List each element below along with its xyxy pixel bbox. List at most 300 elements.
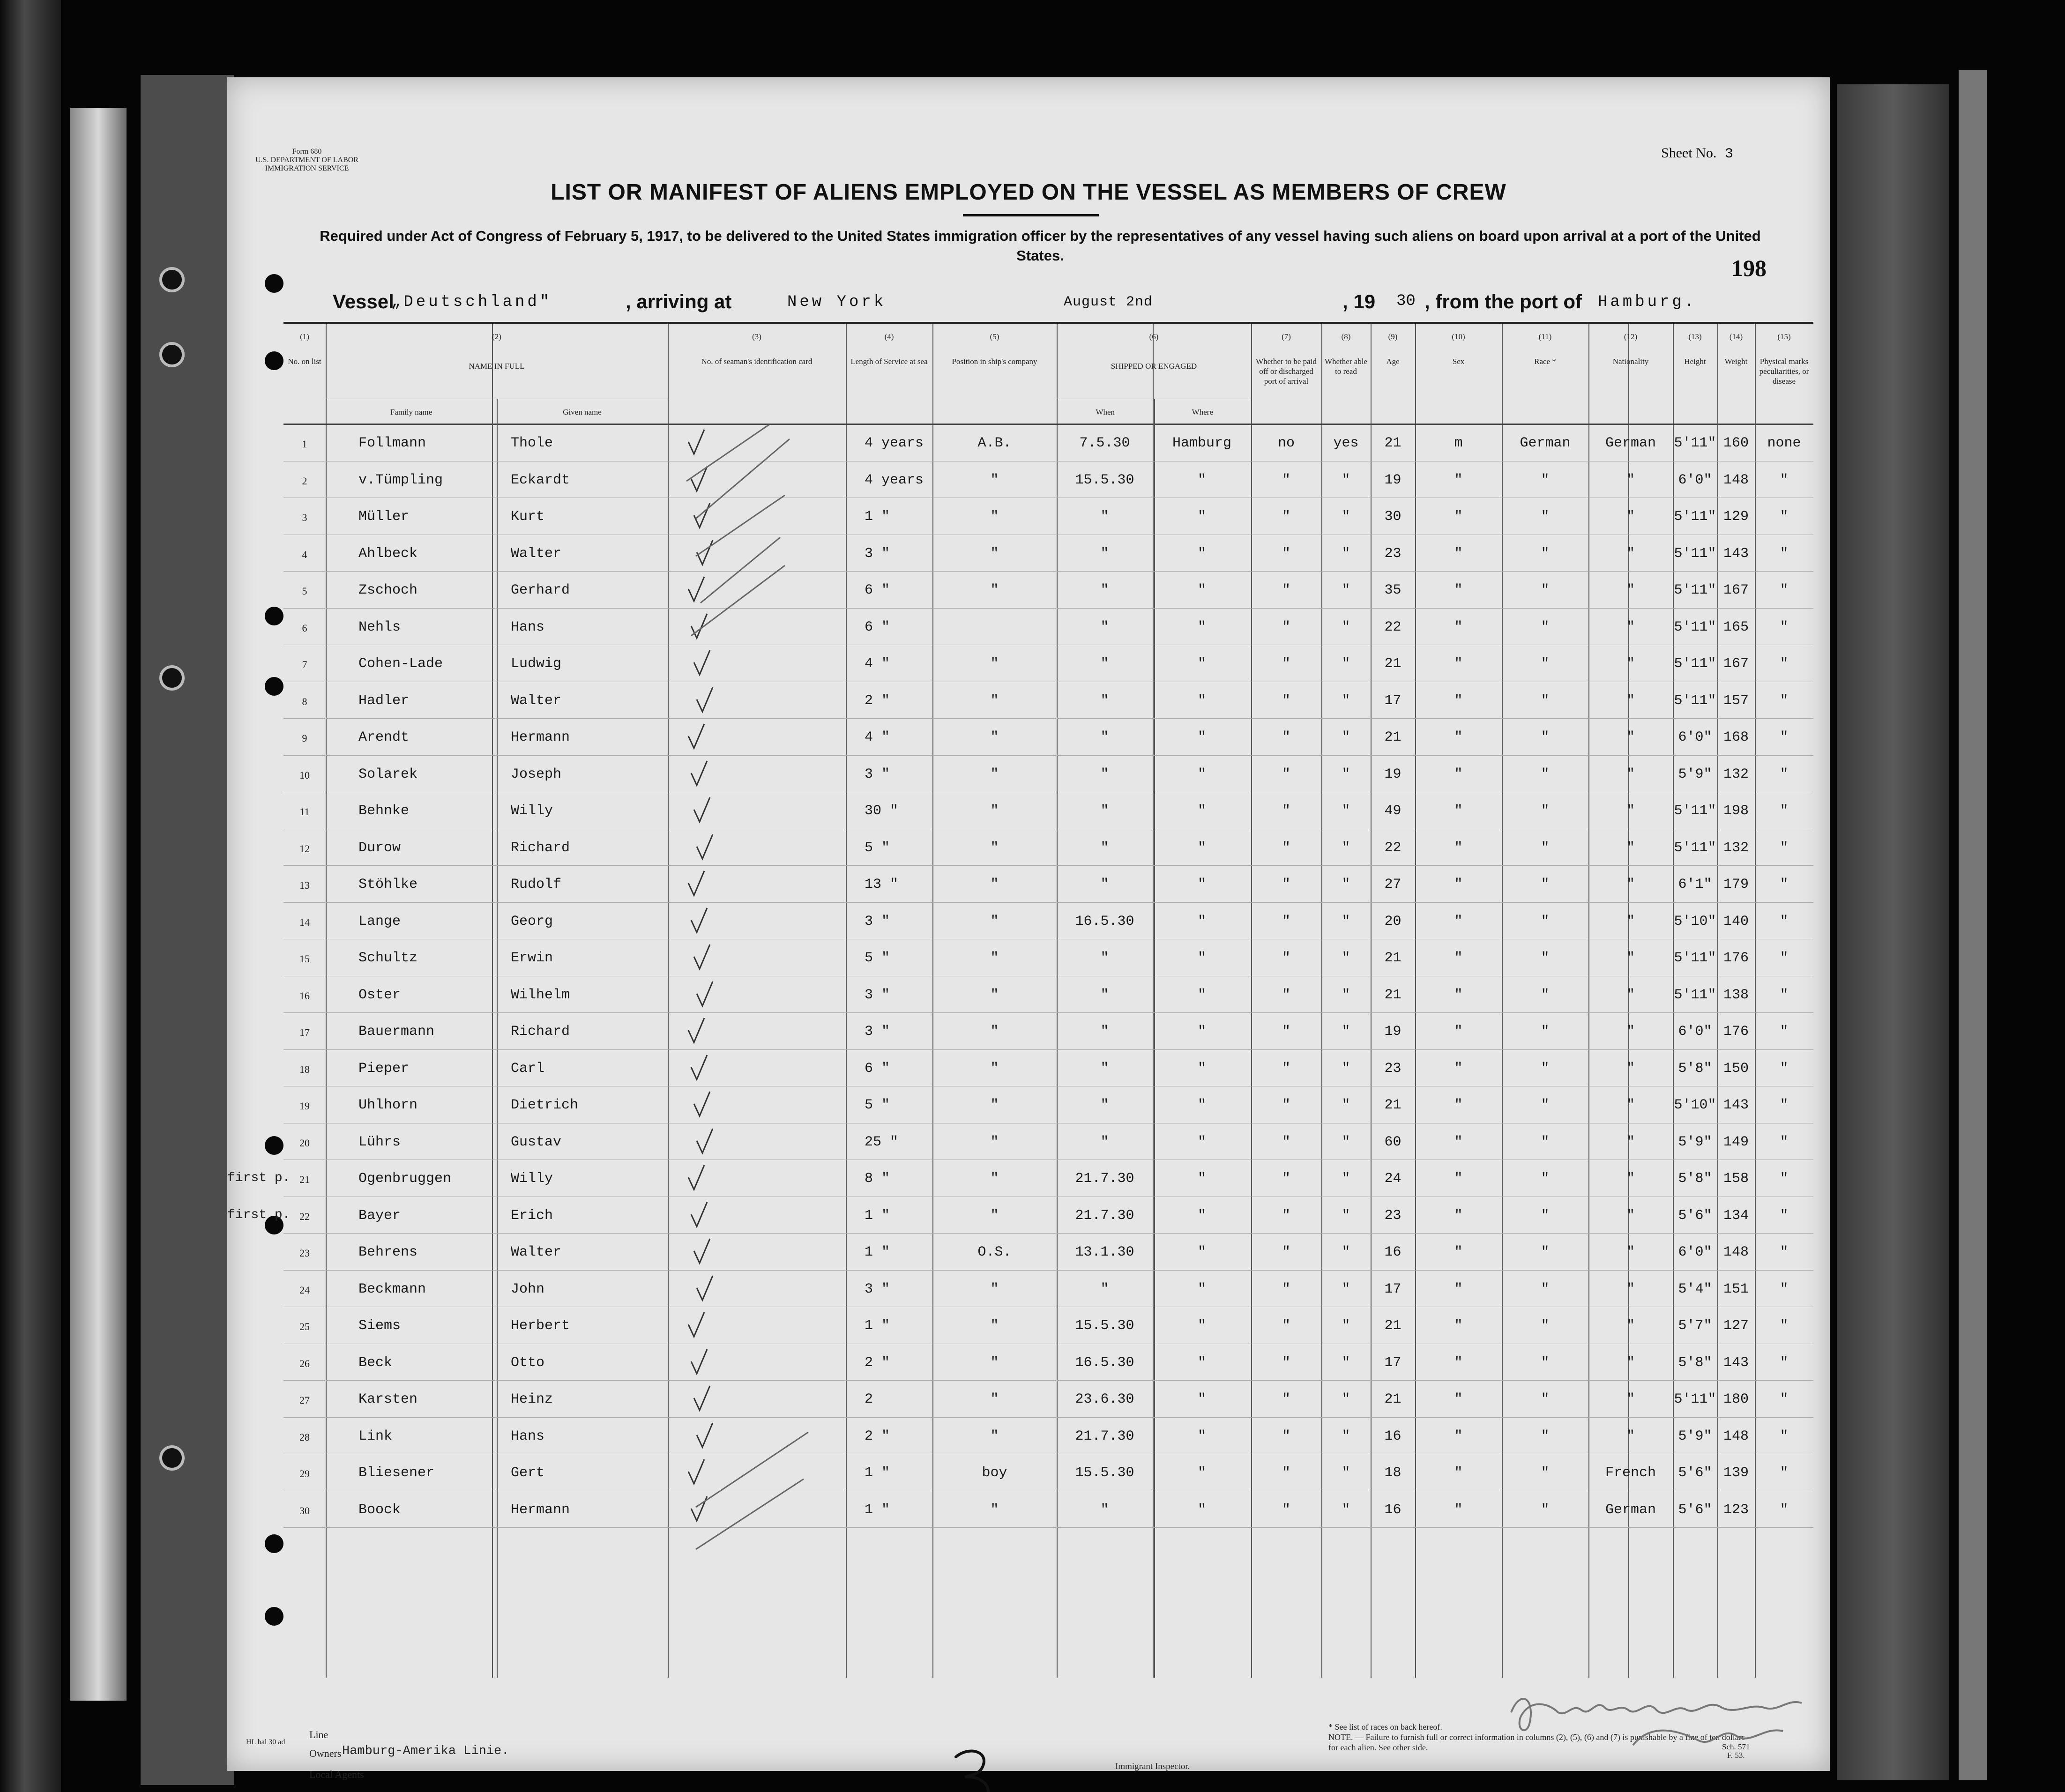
cell-where: " bbox=[1197, 1024, 1206, 1040]
column-header: Whether able to read bbox=[1324, 357, 1368, 376]
column-subheader: When bbox=[1096, 408, 1115, 416]
cell-read: " bbox=[1342, 729, 1350, 745]
cell-sex: " bbox=[1454, 1024, 1463, 1040]
cell-given: Ludwig bbox=[511, 656, 562, 672]
table-row bbox=[283, 646, 1813, 682]
cell-marks: " bbox=[1780, 1465, 1789, 1481]
cell-where: " bbox=[1197, 803, 1206, 819]
cell-sex: " bbox=[1454, 1281, 1463, 1297]
cell-weight: 176 bbox=[1723, 1024, 1749, 1040]
cell-paid: " bbox=[1282, 803, 1290, 819]
cell-given: Joseph bbox=[511, 766, 562, 782]
table-row bbox=[283, 1308, 1813, 1344]
cell-read: " bbox=[1342, 1318, 1350, 1334]
cell-nationality: " bbox=[1626, 1281, 1635, 1297]
cell-paid: no bbox=[1277, 435, 1295, 451]
cell-paid: " bbox=[1282, 1097, 1290, 1113]
cell-sex: " bbox=[1454, 1171, 1463, 1187]
cell-no: 19 bbox=[299, 1100, 310, 1112]
table-row bbox=[283, 462, 1813, 498]
cell-race: " bbox=[1541, 1171, 1550, 1187]
cell-paid: " bbox=[1282, 509, 1290, 525]
cell-position: " bbox=[990, 1391, 999, 1407]
table-row bbox=[283, 1013, 1813, 1050]
cell-family: Beck bbox=[358, 1354, 393, 1371]
cell-no: 4 bbox=[302, 548, 307, 560]
page-number: 198 bbox=[1731, 255, 1767, 281]
cell-nationality: " bbox=[1626, 1097, 1635, 1113]
cell-where: " bbox=[1197, 1097, 1206, 1113]
table-row bbox=[283, 940, 1813, 976]
cell-read: " bbox=[1342, 1097, 1350, 1113]
cell-when: " bbox=[1100, 545, 1109, 562]
table-row bbox=[283, 830, 1813, 866]
cell-age: 21 bbox=[1384, 1318, 1402, 1334]
cell-no: 1 bbox=[302, 438, 307, 450]
cell-read: " bbox=[1342, 766, 1350, 782]
footnote-races: * See list of races on back hereof. bbox=[1328, 1722, 1442, 1732]
cell-race: " bbox=[1541, 1502, 1550, 1518]
vessel-label: Vessel bbox=[333, 290, 394, 312]
row-rule bbox=[283, 1233, 1813, 1234]
cell-when: " bbox=[1100, 1281, 1109, 1297]
cell-age: 21 bbox=[1384, 729, 1402, 745]
cell-weight: 140 bbox=[1723, 913, 1749, 929]
cell-age: 23 bbox=[1384, 545, 1402, 562]
cell-marks: " bbox=[1780, 766, 1789, 782]
inspector-signature bbox=[1502, 1670, 1839, 1764]
cell-race: " bbox=[1541, 1318, 1550, 1334]
punch-hole bbox=[265, 1607, 283, 1626]
cell-when: 13.1.30 bbox=[1075, 1244, 1134, 1260]
cell-given: Willy bbox=[511, 803, 553, 819]
cell-nationality: " bbox=[1626, 803, 1635, 819]
cell-no: 18 bbox=[299, 1063, 310, 1075]
cell-race: " bbox=[1541, 1391, 1550, 1407]
cell-when: " bbox=[1100, 766, 1109, 782]
cell-height: 5'11" bbox=[1674, 987, 1716, 1003]
table-row bbox=[283, 793, 1813, 829]
cell-given: Gustav bbox=[511, 1134, 562, 1150]
cell-no: 10 bbox=[299, 769, 310, 781]
cell-race: " bbox=[1541, 1134, 1550, 1150]
cell-weight: 168 bbox=[1723, 729, 1749, 745]
cell-service: 3 " bbox=[865, 1024, 890, 1040]
cell-weight: 165 bbox=[1723, 619, 1749, 635]
cell-sex: " bbox=[1454, 1502, 1463, 1518]
arriving-port: New York bbox=[787, 293, 887, 311]
cell-family: v.Tümpling bbox=[358, 472, 443, 488]
cell-sex: " bbox=[1454, 913, 1463, 929]
cell-nationality: " bbox=[1626, 913, 1635, 929]
cell-given: Willy bbox=[511, 1171, 553, 1187]
cell-given: Dietrich bbox=[511, 1097, 579, 1113]
cell-service: 6 " bbox=[865, 619, 890, 635]
cell-nationality: " bbox=[1626, 1428, 1635, 1444]
cell-given: Richard bbox=[511, 1024, 570, 1040]
cell-height: 6'0" bbox=[1678, 1244, 1712, 1260]
cell-marks: " bbox=[1780, 1060, 1789, 1077]
cell-no: 23 bbox=[299, 1247, 310, 1259]
table-row bbox=[283, 1087, 1813, 1123]
cell-read: " bbox=[1342, 877, 1350, 892]
row-rule bbox=[283, 1049, 1813, 1050]
cell-nationality: " bbox=[1626, 656, 1635, 672]
cell-read: " bbox=[1342, 656, 1350, 672]
cell-age: 23 bbox=[1384, 1207, 1402, 1224]
cell-weight: 167 bbox=[1723, 656, 1749, 672]
cell-paid: " bbox=[1282, 1024, 1290, 1040]
cell-family: Pieper bbox=[358, 1060, 410, 1077]
cell-paid: " bbox=[1282, 1134, 1290, 1150]
cell-where: " bbox=[1197, 1244, 1206, 1260]
cell-paid: " bbox=[1282, 692, 1290, 709]
cell-position: " bbox=[990, 1281, 999, 1297]
cell-sex: " bbox=[1454, 1391, 1463, 1407]
cell-paid: " bbox=[1282, 1281, 1290, 1297]
cell-no: 7 bbox=[302, 659, 307, 670]
cell-age: 30 bbox=[1384, 509, 1402, 525]
cell-position: " bbox=[990, 472, 999, 488]
cell-when: 21.7.30 bbox=[1075, 1171, 1134, 1187]
schedule-sub: F. 53. bbox=[1727, 1751, 1745, 1760]
cell-marks: " bbox=[1780, 1281, 1789, 1297]
cell-position: " bbox=[990, 987, 999, 1003]
cell-race: " bbox=[1541, 545, 1550, 562]
row-rule bbox=[283, 1270, 1813, 1271]
cell-sex: " bbox=[1454, 1060, 1463, 1077]
cell-read: " bbox=[1342, 692, 1350, 709]
punch-hole bbox=[265, 274, 283, 293]
cell-race: " bbox=[1541, 1097, 1550, 1113]
cell-height: 5'6" bbox=[1678, 1502, 1712, 1518]
table-row bbox=[283, 1271, 1813, 1308]
cell-sex: " bbox=[1454, 950, 1463, 966]
cell-family: Behnke bbox=[358, 803, 410, 819]
cell-service: 4 years bbox=[865, 435, 924, 451]
table-row bbox=[283, 1492, 1813, 1528]
cell-family: Bayer bbox=[358, 1207, 401, 1224]
column-header: SHIPPED OR ENGAGED bbox=[1111, 362, 1197, 371]
cell-nationality: " bbox=[1626, 582, 1635, 598]
cell-when: 23.6.30 bbox=[1075, 1391, 1134, 1407]
cell-height: 5'11" bbox=[1674, 840, 1716, 856]
cell-position: " bbox=[990, 729, 999, 745]
manifest-sheet bbox=[227, 77, 1830, 1780]
cell-when: " bbox=[1100, 692, 1109, 709]
cell-when: 16.5.30 bbox=[1075, 913, 1134, 929]
cell-when: " bbox=[1100, 877, 1109, 892]
cell-race: " bbox=[1541, 1465, 1550, 1481]
cell-paid: " bbox=[1282, 1207, 1290, 1224]
table-row bbox=[227, 1197, 1813, 1234]
cell-position: boy bbox=[982, 1465, 1007, 1481]
cell-age: 19 bbox=[1384, 1024, 1402, 1040]
cell-race: " bbox=[1541, 582, 1550, 598]
cell-position: " bbox=[990, 913, 999, 929]
cell-service: 6 " bbox=[865, 582, 890, 598]
cell-marks: " bbox=[1780, 1244, 1789, 1260]
cell-no: 11 bbox=[299, 806, 310, 818]
cell-weight: 123 bbox=[1723, 1502, 1749, 1518]
cell-read: " bbox=[1342, 509, 1350, 525]
cell-family: Schultz bbox=[358, 950, 418, 966]
table-row bbox=[283, 1418, 1813, 1455]
cell-sex: " bbox=[1454, 1207, 1463, 1224]
cell-no: 28 bbox=[299, 1431, 310, 1443]
cell-service: 2 bbox=[865, 1391, 873, 1407]
cell-no: 16 bbox=[299, 989, 310, 1002]
cell-weight: 158 bbox=[1723, 1171, 1749, 1187]
cell-weight: 148 bbox=[1723, 472, 1749, 488]
cell-given: Carl bbox=[511, 1060, 545, 1077]
cell-height: 5'11" bbox=[1674, 582, 1716, 598]
cell-height: 5'10" bbox=[1674, 913, 1716, 929]
cell-read: " bbox=[1342, 545, 1350, 562]
row-rule bbox=[283, 718, 1813, 719]
cell-no: 26 bbox=[299, 1357, 310, 1369]
cell-where: " bbox=[1197, 656, 1206, 672]
cell-no: 14 bbox=[299, 916, 310, 928]
cell-given: Eckardt bbox=[511, 472, 570, 488]
cell-nationality: " bbox=[1626, 1134, 1635, 1150]
row-rule bbox=[283, 1417, 1813, 1418]
cell-family: Oster bbox=[358, 987, 401, 1003]
binder-hole bbox=[159, 267, 185, 292]
cell-where: " bbox=[1197, 1318, 1206, 1334]
column-header: Nationality bbox=[1612, 357, 1649, 366]
cell-when: " bbox=[1100, 1134, 1109, 1150]
cell-family: Follmann bbox=[358, 435, 426, 451]
cell-service: 1 " bbox=[865, 1318, 890, 1334]
cell-weight: 150 bbox=[1723, 1060, 1749, 1077]
table-row bbox=[283, 1234, 1813, 1271]
cell-height: 5'11" bbox=[1674, 1391, 1716, 1407]
cell-marks: " bbox=[1780, 1318, 1789, 1334]
cell-no: 24 bbox=[299, 1284, 310, 1296]
cell-read: " bbox=[1342, 1281, 1350, 1297]
row-rule bbox=[283, 1012, 1813, 1013]
cell-marks: " bbox=[1780, 987, 1789, 1003]
cell-paid: " bbox=[1282, 619, 1290, 635]
cell-read: " bbox=[1342, 619, 1350, 635]
cell-paid: " bbox=[1282, 545, 1290, 562]
cell-given: Hans bbox=[511, 619, 545, 635]
column-subheader: Given name bbox=[563, 408, 602, 416]
cell-paid: " bbox=[1282, 1171, 1290, 1187]
cell-weight: 132 bbox=[1723, 840, 1749, 856]
cell-read: " bbox=[1342, 1207, 1350, 1224]
cell-where: " bbox=[1197, 1428, 1206, 1444]
cell-position: " bbox=[990, 1207, 999, 1224]
cell-nationality: French bbox=[1605, 1465, 1656, 1481]
cell-no: 13 bbox=[299, 879, 310, 891]
cell-no: 12 bbox=[299, 842, 310, 855]
cell-nationality: " bbox=[1626, 877, 1635, 892]
cell-marks: none bbox=[1767, 435, 1801, 451]
cell-service: 1 " bbox=[865, 1244, 890, 1260]
cell-sex: " bbox=[1454, 1134, 1463, 1150]
cell-no: 29 bbox=[299, 1468, 310, 1480]
cell-height: 5'8" bbox=[1678, 1171, 1712, 1187]
cell-where: " bbox=[1197, 1207, 1206, 1224]
cell-position: " bbox=[990, 656, 999, 672]
cell-paid: " bbox=[1282, 1502, 1290, 1518]
cell-race: " bbox=[1541, 913, 1550, 929]
cell-service: 1 " bbox=[865, 509, 890, 525]
cell-nationality: " bbox=[1626, 1207, 1635, 1224]
cell-sex: " bbox=[1454, 840, 1463, 856]
cell-family: Arendt bbox=[358, 729, 410, 745]
cell-sex: " bbox=[1454, 1244, 1463, 1260]
cell-weight: 139 bbox=[1723, 1465, 1749, 1481]
cell-read: " bbox=[1342, 582, 1350, 598]
service-name: IMMIGRATION SERVICE bbox=[265, 164, 349, 172]
column-number: (2) bbox=[492, 332, 501, 341]
cell-no: 9 bbox=[302, 732, 307, 744]
schedule-number: Sch. 571 bbox=[1722, 1742, 1750, 1751]
cell-when: " bbox=[1100, 803, 1109, 819]
cell-height: 5'6" bbox=[1678, 1465, 1712, 1481]
cell-nationality: " bbox=[1626, 766, 1635, 782]
cell-when: " bbox=[1100, 729, 1109, 745]
cell-family: Hadler bbox=[358, 692, 410, 709]
cell-where: Hamburg bbox=[1172, 435, 1232, 451]
column-number: (3) bbox=[752, 332, 761, 341]
cell-when: " bbox=[1100, 1502, 1109, 1518]
cell-race: " bbox=[1541, 1354, 1550, 1371]
cell-paid: " bbox=[1282, 1244, 1290, 1260]
cell-nationality: German bbox=[1605, 435, 1656, 451]
cell-marks: " bbox=[1780, 1024, 1789, 1040]
cell-race: " bbox=[1541, 1024, 1550, 1040]
cell-marks: " bbox=[1780, 1391, 1789, 1407]
cell-when: 16.5.30 bbox=[1075, 1354, 1134, 1371]
cell-where: " bbox=[1197, 1502, 1206, 1518]
cell-family: Zschoch bbox=[358, 582, 418, 598]
cell-read: " bbox=[1342, 840, 1350, 856]
cell-where: " bbox=[1197, 1171, 1206, 1187]
cell-position: " bbox=[990, 766, 999, 782]
cell-given: Gerhard bbox=[511, 582, 570, 598]
footnote-fine: NOTE. — Failure to furnish full or correct information in columns (2), (5), (6) and (7) is punishable by a fine of ten dollars for each alien. See other side. bbox=[1328, 1733, 1745, 1752]
cell-weight: 157 bbox=[1723, 692, 1749, 709]
year-suffix: 30 bbox=[1396, 292, 1416, 310]
cell-height: 5'4" bbox=[1678, 1281, 1712, 1297]
row-rule bbox=[283, 608, 1813, 609]
table-row bbox=[283, 425, 1813, 461]
cell-family: Boock bbox=[358, 1502, 401, 1518]
cell-age: 16 bbox=[1384, 1244, 1402, 1260]
cell-when: " bbox=[1100, 987, 1109, 1003]
cell-given: Hermann bbox=[511, 729, 570, 745]
cell-read: " bbox=[1342, 1428, 1350, 1444]
column-subheader: Family name bbox=[390, 408, 432, 416]
film-edge-left bbox=[0, 0, 61, 1792]
cell-family: Ahlbeck bbox=[358, 545, 418, 562]
cell-nationality: " bbox=[1626, 1171, 1635, 1187]
cell-race: " bbox=[1541, 1207, 1550, 1224]
department-name: U.S. DEPARTMENT OF LABOR bbox=[255, 156, 358, 164]
cell-read: " bbox=[1342, 950, 1350, 966]
punch-hole bbox=[265, 1136, 283, 1155]
cell-height: 5'11" bbox=[1674, 692, 1716, 709]
cell-paid: " bbox=[1282, 950, 1290, 966]
cell-service: 4 years bbox=[865, 472, 924, 488]
cell-marks: " bbox=[1780, 1428, 1789, 1444]
cell-nationality: " bbox=[1626, 509, 1635, 525]
cell-sex: " bbox=[1454, 472, 1463, 488]
column-header: Physical marks peculiarities, or disease bbox=[1759, 357, 1809, 386]
cell-race: " bbox=[1541, 656, 1550, 672]
cell-weight: 167 bbox=[1723, 582, 1749, 598]
cell-position: " bbox=[990, 877, 999, 892]
cell-paid: " bbox=[1282, 729, 1290, 745]
cell-age: 21 bbox=[1384, 987, 1402, 1003]
cell-given: Thole bbox=[511, 435, 553, 451]
cell-race: " bbox=[1541, 950, 1550, 966]
cell-no: 20 bbox=[299, 1137, 310, 1149]
from-port: Hamburg. bbox=[1598, 293, 1697, 311]
cell-race: " bbox=[1541, 692, 1550, 709]
cell-paid: " bbox=[1282, 1318, 1290, 1334]
cell-family: Behrens bbox=[358, 1244, 418, 1260]
cell-height: 6'0" bbox=[1678, 729, 1712, 745]
cell-height: 5'8" bbox=[1678, 1354, 1712, 1371]
agents-label: Local Agents bbox=[309, 1769, 364, 1780]
cell-position: " bbox=[990, 1171, 999, 1187]
cell-race: " bbox=[1541, 509, 1550, 525]
cell-family: Cohen-Lade bbox=[358, 656, 443, 672]
film-edge-right bbox=[1959, 70, 1987, 1780]
cell-where: " bbox=[1197, 877, 1206, 892]
cell-where: " bbox=[1197, 545, 1206, 562]
cell-when: " bbox=[1100, 1060, 1109, 1077]
column-number: (8) bbox=[1341, 332, 1351, 341]
cell-given: Erwin bbox=[511, 950, 553, 966]
column-number: (9) bbox=[1388, 332, 1398, 341]
cell-paid: " bbox=[1282, 656, 1290, 672]
cell-race: " bbox=[1541, 766, 1550, 782]
table-row bbox=[283, 903, 1813, 940]
cell-position: " bbox=[990, 1318, 999, 1334]
cell-sex: " bbox=[1454, 803, 1463, 819]
binder-hole bbox=[159, 342, 185, 367]
cell-where: " bbox=[1197, 1134, 1206, 1150]
cell-when: " bbox=[1100, 840, 1109, 856]
cell-age: 21 bbox=[1384, 1097, 1402, 1113]
cell-family: Lührs bbox=[358, 1134, 401, 1150]
cell-weight: 149 bbox=[1723, 1134, 1749, 1150]
cell-service: 3 " bbox=[865, 545, 890, 562]
cell-nationality: " bbox=[1626, 1354, 1635, 1371]
cell-age: 35 bbox=[1384, 582, 1402, 598]
cell-height: 5'6" bbox=[1678, 1207, 1712, 1224]
cell-sex: " bbox=[1454, 1097, 1463, 1113]
cell-read: " bbox=[1342, 1171, 1350, 1187]
page-subtitle: Required under Act of Congress of February 5, 1917, to be delivered to the United States immigration officer by the representatives of any vessel having such aliens on board upon arrival at a port of the United States. bbox=[320, 228, 1761, 264]
cell-age: 16 bbox=[1384, 1428, 1402, 1444]
cell-read: yes bbox=[1333, 435, 1359, 451]
cell-service: 13 " bbox=[865, 877, 899, 892]
cell-nationality: German bbox=[1605, 1502, 1656, 1518]
column-header: Race * bbox=[1534, 357, 1556, 366]
cell-position: " bbox=[990, 1060, 999, 1077]
cell-marks: " bbox=[1780, 1207, 1789, 1224]
cell-where: " bbox=[1197, 619, 1206, 635]
cell-weight: 179 bbox=[1723, 877, 1749, 892]
cell-nationality: " bbox=[1626, 1391, 1635, 1407]
